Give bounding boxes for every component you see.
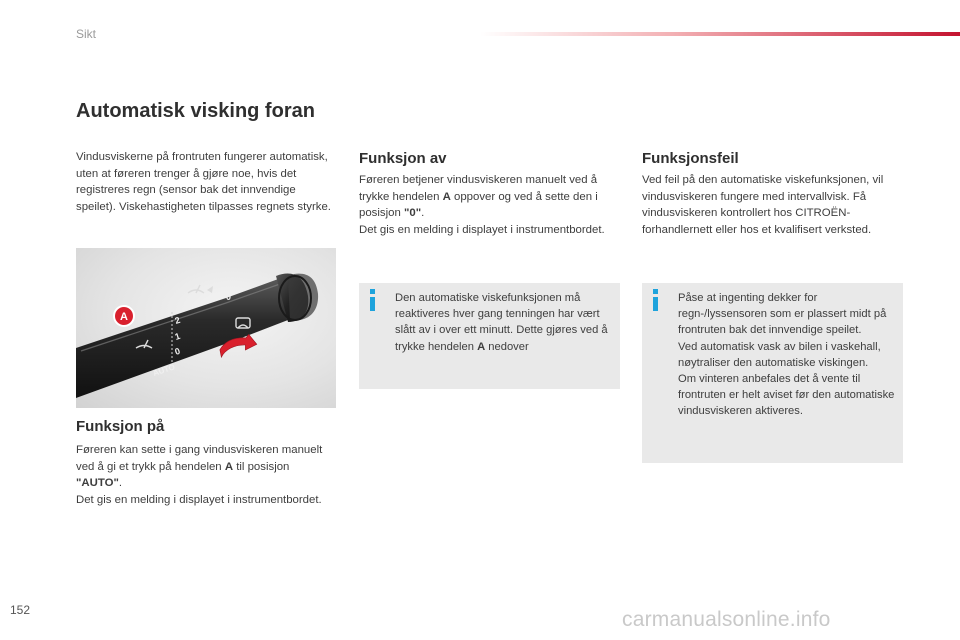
- stalk-position-1: 1: [173, 330, 182, 342]
- funksjon-av-paragraph: Føreren betjener vindusviskeren manuelt ved å trykke hendelen A oppover og ved å sette den i posisjon "0". Det gis en melding i displayet i instrumentbordet.: [359, 174, 605, 236]
- info-icon: [650, 289, 662, 311]
- funksjon-pa-paragraph: Føreren kan sette i gang vindusviskeren manuelt ved å gi et trykk på hendelen A til posisjon "AUTO". Det gis en melding i displayet i instrumentbordet.: [76, 444, 323, 506]
- info-icon: [367, 289, 379, 311]
- header-accent-bar: [480, 32, 960, 36]
- stalk-position-0: 0: [173, 345, 182, 357]
- info-box-sensor-text: Påse at ingenting dekker for regn-/lyssensoren som er plassert midt på frontruten bak det innvendige speilet. Ved automatisk vask av bilen i vaskehall, nøytraliser den automatiske viskingen. Om vinteren anbefales det å vente til frontruten er helt aviset før den automatiske vindusviskeren aktiveres.: [678, 292, 895, 418]
- info-box-reactivate-text: Den automatiske viskefunksjonen må reaktiveres hver gang tenningen har vært slått av i over ett minutt. Dette gjøres ved å trykke hendelen A nedover: [395, 292, 608, 353]
- ring-mark-0: 0: [226, 292, 232, 302]
- page-number: 152: [10, 603, 31, 617]
- position-auto-ref: "AUTO": [76, 477, 119, 489]
- position-0-ref: "0": [403, 207, 422, 219]
- funksjonsfeil-paragraph: Ved feil på den automatiske viskefunksjonen, vil vindusviskeren fungere med intervallvisk. Få vindusviskeren kontrollert hos CITROËN-forhandlernett eller hos et kvalifisert verksted.: [642, 174, 884, 236]
- callout-a-label: A: [120, 311, 128, 323]
- intro-paragraph: Vindusviskerne på frontruten fungerer automatisk, uten at føreren trenger å gjøre noe, hvis det registreres regn (sensor bak det innvendige speilet). Viskehastigheten tilpasses regnets styrke.: [76, 151, 331, 213]
- wiper-arrow-icon: [207, 286, 213, 293]
- wiper-glyph-icon: [188, 285, 204, 293]
- stalk-position-auto: AUTO: [151, 362, 177, 378]
- stalk-position-2: 2: [173, 314, 182, 326]
- control-a-ref: A: [224, 460, 234, 473]
- wiper-stalk-photo: [76, 248, 336, 408]
- info-box-reactivate: [359, 283, 620, 389]
- heading-funksjon-pa: Funksjon på: [76, 418, 165, 435]
- heading-funksjonsfeil: Funksjonsfeil: [642, 150, 739, 167]
- wiper-stalk-illustration: [76, 248, 336, 408]
- heading-funksjon-av: Funksjon av: [359, 150, 447, 167]
- page-title: Automatisk visking foran: [76, 100, 315, 122]
- stalk-body: [76, 278, 288, 398]
- watermark: carmanualsonline.info: [622, 608, 831, 631]
- info-box-sensor: [642, 283, 903, 463]
- section-label: Sikt: [76, 27, 97, 41]
- control-a-ref: A: [442, 190, 451, 203]
